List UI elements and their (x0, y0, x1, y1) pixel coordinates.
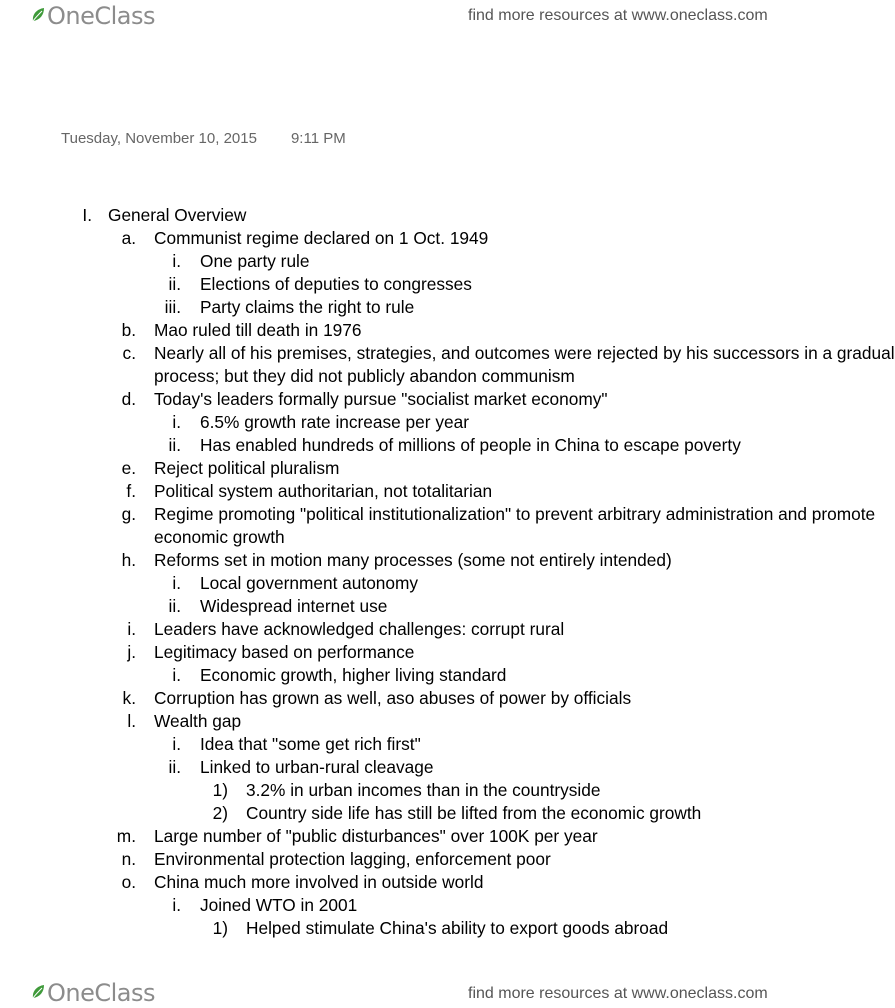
outline-marker: g. (121, 504, 136, 524)
outline-text: Mao ruled till death in 1976 (154, 320, 362, 340)
outline-text: process; but they did not publicly abandon communism (154, 366, 575, 386)
outline-marker: k. (122, 688, 136, 708)
leaf-icon (30, 983, 46, 1003)
outline-text: Large number of "public disturbances" over 100K per year (154, 826, 598, 846)
outline-text: 3.2% in urban incomes than in the countryside (246, 780, 601, 800)
outline-text: economic growth (154, 527, 285, 547)
outline-marker: a. (121, 228, 136, 248)
outline-line (0, 802, 784, 825)
outline-marker: 1) (212, 918, 228, 938)
outline-text: Joined WTO in 2001 (200, 895, 358, 915)
outline-line (0, 549, 784, 572)
outline-text: Widespread internet use (200, 596, 388, 616)
outline-text: Corruption has grown as well, aso abuses of power by officials (154, 688, 632, 708)
outline-marker: j. (127, 642, 136, 662)
outline-line (0, 641, 784, 664)
outline-marker: iii. (164, 297, 181, 317)
outline-line (0, 917, 784, 940)
outline-line (0, 480, 784, 503)
outline-text: Party claims the right to rule (200, 297, 415, 317)
outline-marker: ii. (168, 757, 181, 777)
outline-marker: n. (121, 849, 136, 869)
note-time: 9:11 PM (290, 130, 346, 147)
outline-marker: i. (172, 573, 181, 593)
outline-line (0, 388, 784, 411)
outline-marker: i. (172, 251, 181, 271)
outline-marker: I. (82, 205, 92, 225)
outline-text: One party rule (200, 251, 310, 271)
find-more-link[interactable]: find more resources at www.oneclass.com (468, 7, 768, 24)
outline-text: General Overview (108, 205, 247, 225)
outline-text: Communist regime declared on 1 Oct. 1949 (154, 228, 489, 248)
outline-line (0, 434, 784, 457)
outline-marker: f. (126, 481, 136, 501)
outline-text: Has enabled hundreds of millions of people in China to escape poverty (200, 435, 741, 455)
outline-line (0, 733, 784, 756)
outline-line (0, 848, 784, 871)
outline-text: Legitimacy based on performance (154, 642, 415, 662)
outline-line (0, 227, 784, 250)
outline-line (0, 825, 784, 848)
outline-line (0, 664, 784, 687)
note-date: Tuesday, November 10, 2015 (61, 130, 257, 147)
find-more-link-footer[interactable]: find more resources at www.oneclass.com (468, 985, 768, 1002)
outline-line (0, 411, 784, 434)
outline-text: China much more involved in outside world (154, 872, 484, 892)
outline-text: Country side life has still be lifted from the economic growth (246, 803, 702, 823)
outline-text: Reject political pluralism (154, 458, 340, 478)
outline-line (0, 319, 784, 342)
outline-line (0, 503, 876, 526)
outline-line (0, 365, 784, 388)
oneclass-logo-footer (30, 979, 155, 1007)
brand-name: OneClass (47, 2, 156, 30)
outline-text: Local government autonomy (200, 573, 419, 593)
outline-line (0, 342, 895, 365)
outline-text: Political system authoritarian, not totalitarian (154, 481, 493, 501)
outline-marker: b. (121, 320, 136, 340)
outline-marker: l. (127, 711, 136, 731)
leaf-icon (30, 6, 46, 26)
outline-marker: i. (127, 619, 136, 639)
outline-line (0, 273, 784, 296)
outline-line (0, 618, 784, 641)
outline-line (0, 595, 784, 618)
outline-text: 6.5% growth rate increase per year (200, 412, 469, 432)
outline-marker: ii. (168, 274, 181, 294)
outline-marker: i. (172, 412, 181, 432)
outline-marker: 2) (212, 803, 228, 823)
outline-line (0, 894, 784, 917)
note-outline (0, 204, 895, 940)
outline-line (0, 457, 784, 480)
outline-line (0, 526, 784, 549)
outline-line (0, 710, 784, 733)
outline-line (0, 572, 784, 595)
outline-text: Leaders have acknowledged challenges: corrupt rural (154, 619, 565, 639)
outline-text: Nearly all of his premises, strategies, and outcomes were rejected by his successors in a gradual (154, 343, 895, 363)
outline-marker: e. (121, 458, 136, 478)
outline-line (0, 204, 784, 227)
outline-text: Regime promoting "political institutionalization" to prevent arbitrary administration and promote (154, 504, 876, 524)
outline-line (0, 871, 784, 894)
outline-line (0, 756, 784, 779)
outline-line (0, 687, 784, 710)
outline-marker: d. (121, 389, 136, 409)
outline-text: Linked to urban-rural cleavage (200, 757, 434, 777)
outline-text: Helped stimulate China's ability to export goods abroad (246, 918, 669, 938)
outline-line (0, 779, 784, 802)
brand-name: OneClass (47, 979, 156, 1007)
outline-text: Economic growth, higher living standard (200, 665, 507, 685)
outline-marker: 1) (212, 780, 228, 800)
outline-marker: m. (116, 826, 136, 846)
outline-marker: i. (172, 895, 181, 915)
outline-marker: ii. (168, 596, 181, 616)
note-timestamp (61, 130, 346, 147)
outline-line (0, 250, 784, 273)
outline-marker: i. (172, 734, 181, 754)
outline-text: Reforms set in motion many processes (some not entirely intended) (154, 550, 672, 570)
outline-text: Elections of deputies to congresses (200, 274, 472, 294)
outline-line (0, 296, 784, 319)
outline-marker: h. (121, 550, 136, 570)
oneclass-logo (30, 2, 155, 30)
outline-marker: i. (172, 665, 181, 685)
outline-marker: ii. (168, 435, 181, 455)
outline-text: Today's leaders formally pursue "socialist market economy" (154, 389, 608, 409)
outline-text: Idea that "some get rich first" (200, 734, 421, 754)
outline-text: Environmental protection lagging, enforcement poor (154, 849, 551, 869)
outline-text: Wealth gap (154, 711, 242, 731)
outline-marker: o. (121, 872, 136, 892)
outline-marker: c. (122, 343, 136, 363)
